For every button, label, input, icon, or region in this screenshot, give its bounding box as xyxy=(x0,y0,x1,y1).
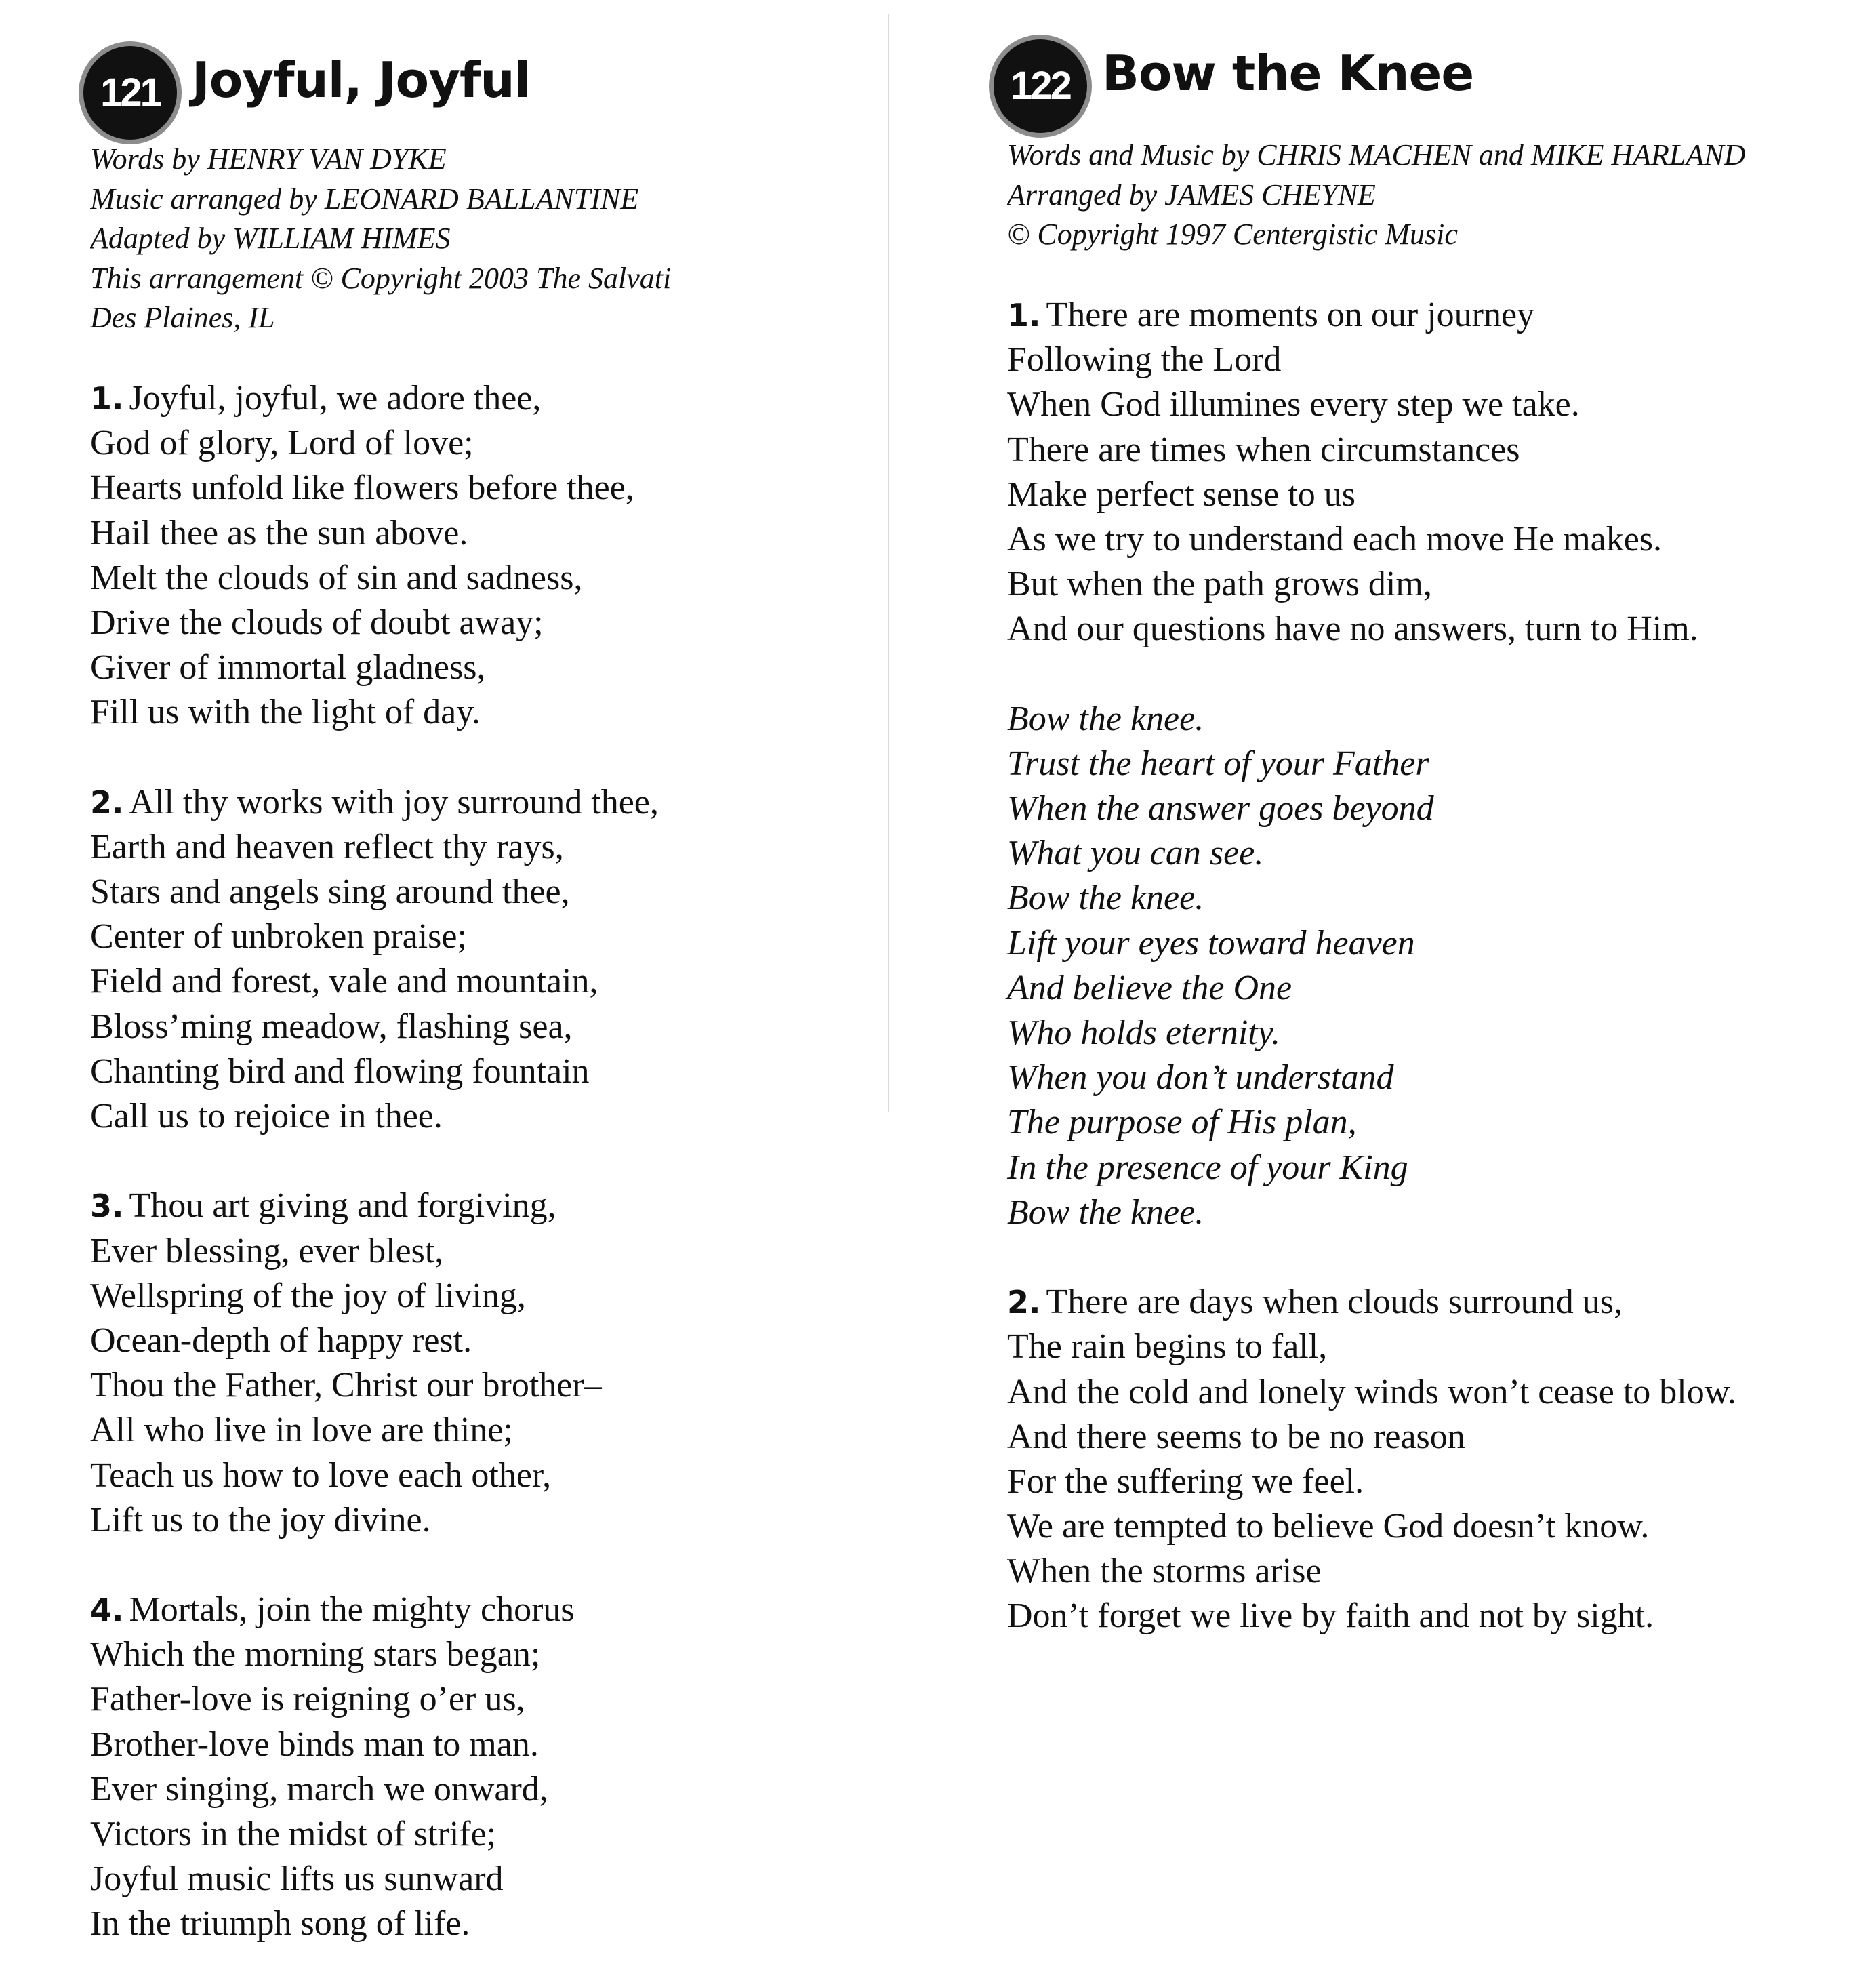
lyric-text: Giver of immortal gladness, xyxy=(90,648,486,687)
lyric-text: When you don’t understand xyxy=(1007,1058,1394,1097)
verse-number: 2. xyxy=(90,784,124,821)
credit-line: Words and Music by CHRIS MACHEN and MIKE HARLAND xyxy=(1007,138,1746,172)
lyric-text: When God illumines every step we take. xyxy=(1007,385,1580,424)
verse xyxy=(90,780,883,1140)
verse xyxy=(90,1588,883,1947)
lyric-line xyxy=(90,421,883,466)
credit-line: Adapted by WILLIAM HIMES xyxy=(90,222,451,255)
lyric-text: Center of unbroken praise; xyxy=(90,917,467,956)
lyric-text: Trust the heart of your Father xyxy=(1007,744,1429,783)
lyric-text: Field and forest, vale and mountain, xyxy=(90,962,598,1001)
lyric-text: For the suffering we feel. xyxy=(1007,1462,1364,1501)
lyric-line xyxy=(90,870,883,914)
lyric-line xyxy=(90,1049,883,1094)
lyric-text: Earth and heaven reflect thy rays, xyxy=(90,827,564,866)
lyric-line xyxy=(1007,1370,1868,1415)
lyric-line xyxy=(90,1274,883,1318)
lyric-text: When the answer goes beyond xyxy=(1007,789,1434,828)
verse-number: 4. xyxy=(90,1592,124,1629)
lyric-text: What you can see. xyxy=(1007,834,1264,873)
lyric-text: Bow the knee. xyxy=(1007,879,1204,918)
lyric-line xyxy=(1007,786,1868,831)
hymn-number-badge: 121 xyxy=(83,46,177,140)
lyric-line xyxy=(90,1767,883,1812)
lyric-text: When the storms arise xyxy=(1007,1552,1322,1591)
verse xyxy=(90,1184,883,1543)
verse xyxy=(1007,1280,1868,1639)
hymn-header xyxy=(994,39,1854,141)
lyric-line xyxy=(1007,1415,1868,1459)
lyric-text: Hail thee as the sun above. xyxy=(90,513,468,552)
lyric-line xyxy=(1007,382,1868,427)
lyric-text: We are tempted to believe God doesn’t know. xyxy=(1007,1507,1650,1546)
lyric-line xyxy=(90,601,883,645)
lyric-line xyxy=(1007,1504,1868,1549)
lyric-line xyxy=(1007,1459,1868,1504)
lyric-line xyxy=(90,825,883,870)
lyric-line xyxy=(90,1588,883,1632)
lyric-text: Drive the clouds of doubt away; xyxy=(90,603,544,642)
lyric-line xyxy=(90,1723,883,1767)
lyric-line xyxy=(1007,1549,1868,1594)
lyric-text: Teach us how to love each other, xyxy=(90,1455,552,1495)
lyric-line xyxy=(1007,517,1868,562)
credits xyxy=(90,140,883,338)
lyric-line xyxy=(90,645,883,690)
lyric-text: Joyful, joyful, we adore thee, xyxy=(129,379,542,418)
lyric-text: As we try to understand each move He makes. xyxy=(1007,519,1663,559)
lyric-text: And believe the One xyxy=(1007,968,1292,1007)
lyric-line xyxy=(1007,1100,1868,1145)
credit-line: Music arranged by LEONARD BALLANTINE xyxy=(90,182,639,216)
lyric-text: And the cold and lonely winds won’t cease to blow. xyxy=(1007,1372,1736,1411)
lyric-line xyxy=(90,780,883,825)
lyric-line xyxy=(90,1408,883,1453)
lyric-line xyxy=(1007,472,1868,517)
lyric-line xyxy=(1007,1146,1868,1190)
lyric-line xyxy=(90,959,883,1004)
lyric-text: Ocean-depth of happy rest. xyxy=(90,1321,472,1360)
lyric-line xyxy=(90,1498,883,1543)
lyric-text: But when the path grows dim, xyxy=(1007,565,1432,604)
verse-number: 1. xyxy=(90,380,124,417)
column-divider xyxy=(888,14,889,1112)
lyric-text: In the triumph song of life. xyxy=(90,1904,470,1943)
lyric-text: The purpose of His plan, xyxy=(1007,1103,1357,1142)
lyric-line xyxy=(90,914,883,959)
verse xyxy=(90,376,883,736)
lyric-text: And there seems to be no reason xyxy=(1007,1417,1465,1456)
lyric-text: All thy works with joy surround thee, xyxy=(129,782,659,822)
credit-line: Des Plaines, IL xyxy=(90,301,275,334)
lyric-line xyxy=(90,376,883,421)
lyric-text: God of glory, Lord of love; xyxy=(90,424,474,463)
lyric-text: Melt the clouds of sin and sadness, xyxy=(90,558,583,597)
lyric-text: Which the morning stars began; xyxy=(90,1635,541,1674)
lyric-text: Bow the knee. xyxy=(1007,1192,1204,1232)
lyric-line xyxy=(90,556,883,601)
lyric-line xyxy=(1007,338,1868,382)
lyric-text: Bloss’ming meadow, flashing sea, xyxy=(90,1007,573,1046)
lyric-line xyxy=(1007,428,1868,472)
hymn-header xyxy=(83,46,876,148)
lyric-line xyxy=(1007,1594,1868,1638)
lyric-text: Thou the Father, Christ our brother– xyxy=(90,1366,602,1405)
credit-line: Words by HENRY VAN DYKE xyxy=(90,142,447,176)
lyric-line xyxy=(1007,1011,1868,1055)
lyric-text: Ever singing, march we onward, xyxy=(90,1769,548,1809)
lyric-text: Bow the knee. xyxy=(1007,699,1204,738)
lyric-line xyxy=(1007,697,1868,742)
lyric-text: There are moments on our journey xyxy=(1046,296,1535,334)
lyric-line xyxy=(90,1857,883,1901)
lyric-line xyxy=(90,1318,883,1363)
lyric-line xyxy=(1007,1190,1868,1235)
hymn-title: Bow the Knee xyxy=(1102,45,1474,102)
lyric-text: Ever blessing, ever blest, xyxy=(90,1231,444,1270)
lyrics xyxy=(1007,293,1868,1639)
lyric-line xyxy=(90,1005,883,1049)
lyric-text: Victors in the midst of strife; xyxy=(90,1815,497,1853)
lyric-line xyxy=(90,1453,883,1498)
lyric-line xyxy=(1007,562,1868,607)
lyric-text: There are days when clouds surround us, xyxy=(1046,1283,1623,1322)
verse-number: 3. xyxy=(90,1188,124,1225)
lyric-text: Wellspring of the joy of living, xyxy=(90,1276,526,1315)
verse xyxy=(1007,293,1868,652)
hymn-number-badge: 122 xyxy=(994,39,1087,133)
lyric-line xyxy=(1007,831,1868,876)
hymn-title: Joyful, Joyful xyxy=(192,52,531,108)
lyric-line xyxy=(90,690,883,735)
lyric-text: Make perfect sense to us xyxy=(1007,475,1356,514)
lyric-line xyxy=(1007,1280,1868,1325)
lyric-line xyxy=(90,1094,883,1139)
lyric-text: Stars and angels sing around thee, xyxy=(90,872,570,912)
lyrics xyxy=(90,376,883,1947)
lyric-text: Who holds eternity. xyxy=(1007,1013,1280,1052)
lyric-text: There are times when circumstances xyxy=(1007,430,1520,469)
credit-line: © Copyright 1997 Centergistic Music xyxy=(1007,218,1458,251)
lyric-line xyxy=(1007,607,1868,651)
lyric-text: Chanting bird and flowing fountain xyxy=(90,1051,590,1091)
lyric-text: Call us to rejoice in thee. xyxy=(90,1097,443,1135)
lyric-line xyxy=(1007,1325,1868,1369)
credit-line: Arranged by JAMES CHEYNE xyxy=(1007,178,1376,212)
lyric-line xyxy=(1007,742,1868,786)
lyric-line xyxy=(90,466,883,510)
lyric-text: Thou art giving and forgiving, xyxy=(129,1186,556,1226)
verse-number: 1. xyxy=(1007,297,1041,334)
lyric-line xyxy=(1007,293,1868,338)
lyric-line xyxy=(1007,876,1868,921)
lyric-text: Don’t forget we live by faith and not by sight. xyxy=(1007,1596,1654,1636)
lyric-line xyxy=(90,1677,883,1722)
lyric-text: Joyful music lifts us sunward xyxy=(90,1859,504,1899)
lyric-text: In the presence of your King xyxy=(1007,1148,1408,1187)
credit-line: This arrangement © Copyright 2003 The Salvati xyxy=(90,261,672,295)
lyric-line xyxy=(90,1184,883,1228)
lyric-line xyxy=(1007,966,1868,1011)
lyric-text: Lift us to the joy divine. xyxy=(90,1500,431,1539)
lyric-text: Brother-love binds man to man. xyxy=(90,1725,539,1764)
lyric-text: Mortals, join the mighty chorus xyxy=(129,1590,575,1630)
lyric-line xyxy=(90,1812,883,1857)
lyric-text: All who live in love are thine; xyxy=(90,1411,513,1450)
lyric-text: Father-love is reigning o’er us, xyxy=(90,1680,525,1719)
lyric-text: Hearts unfold like flowers before thee, xyxy=(90,468,634,508)
lyric-text: Lift your eyes toward heaven xyxy=(1007,923,1415,963)
chorus xyxy=(1007,697,1868,1235)
lyric-line xyxy=(90,1229,883,1274)
credits xyxy=(1007,136,1868,255)
lyric-text: The rain begins to fall, xyxy=(1007,1327,1328,1367)
lyric-line xyxy=(90,1901,883,1946)
lyric-line xyxy=(1007,1055,1868,1100)
lyric-line xyxy=(1007,921,1868,966)
lyric-line xyxy=(90,1363,883,1408)
lyric-text: Fill us with the light of day. xyxy=(90,693,481,732)
lyric-line xyxy=(90,1632,883,1677)
verse-number: 2. xyxy=(1007,1284,1041,1321)
lyric-text: And our questions have no answers, turn to Him. xyxy=(1007,609,1698,649)
lyric-line xyxy=(90,511,883,556)
lyric-text: Following the Lord xyxy=(1007,340,1282,380)
